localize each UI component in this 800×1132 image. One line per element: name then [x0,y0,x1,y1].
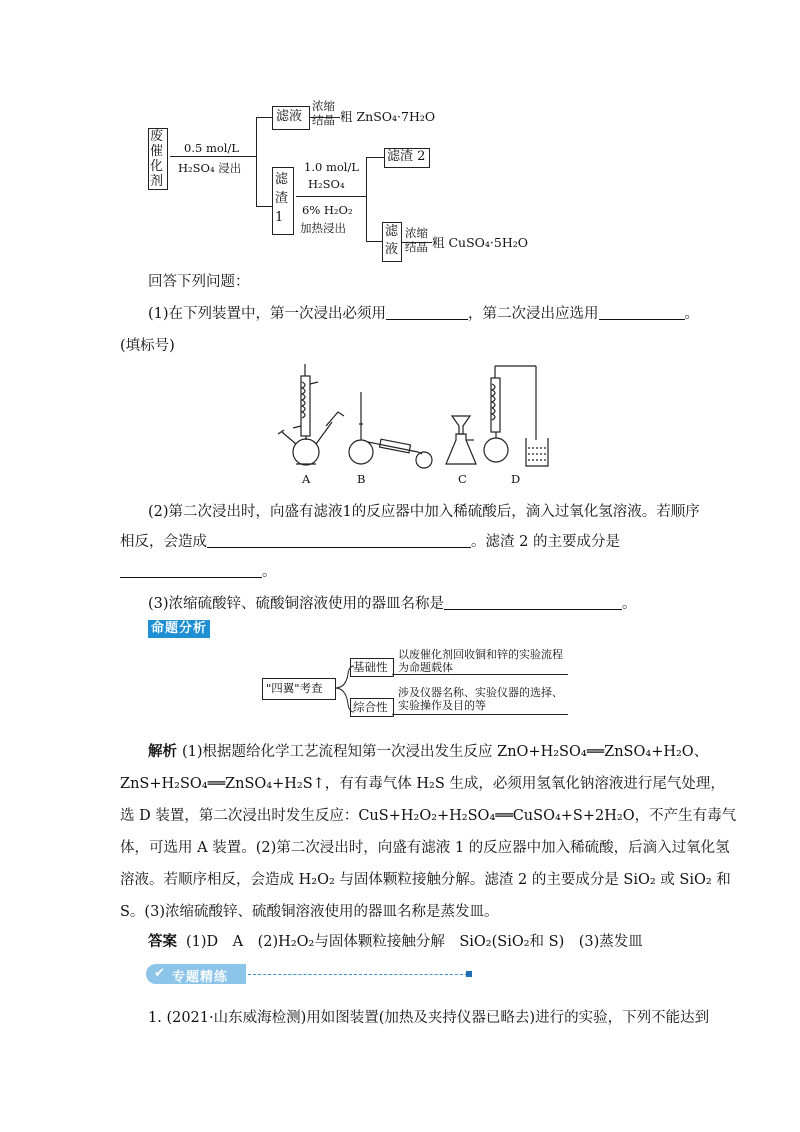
apparatus-label-d: D [511,472,521,486]
apparatus-d [484,366,548,466]
practice-end-marker [466,971,472,977]
q2-line1: (2)第二次浸出时，向盛有滤液1的反应器中加入稀硫酸后，滴入过氧化氢溶液。若顺序 [148,504,700,520]
flow-step2-l2: H₂SO₄ [308,177,345,191]
practice-tag: 专题精练 [172,970,229,985]
q2-blank-1[interactable] [207,533,471,548]
flow-source-label: 废催化剂 [150,129,164,189]
flow-step1-bottom: H₂SO₄ 浸出 [178,161,242,175]
next-question: 1. (2021·山东威海检测)用如图装置(加热及夹持仪器已略去)进行的实验，下列不能达到 [148,1010,710,1026]
apparatus-label-a: A [302,472,311,486]
flow-product2: 粗 CuSO₄·5H₂O [432,235,528,250]
flow-filtrate2-label: 滤液 [385,224,399,257]
explanation-label: 解析 [148,743,177,760]
flow-step2-l3: 6% H₂O₂ [302,203,353,217]
intro-text: 回答下列问题： [148,274,250,290]
explanation-line-5: 溶液。若顺序相反，会造成 H₂O₂ 与固体颗粒接触分解。滤渣 2 的主要成分是 SiO₂ 或 SiO₂ 和 [120,872,731,888]
explanation-line-3: 选 D 装置，第二次浸出时发生反应：CuS+H₂O₂+H₂SO₄══CuSO₄+S+2H₂O，不产生有毒气 [120,808,737,824]
flow-filtrate-label: 滤液 [276,109,303,124]
q2-line3 [120,562,277,582]
practice-dashed-rule [248,974,468,975]
flow-step2-l1: 1.0 mol/L [304,160,359,174]
apparatus-b [349,392,432,468]
apparatus-c [446,416,476,464]
mindmap-branch1: 基础性 [353,660,388,674]
answer-label: 答案 [148,933,177,950]
flow-concentrate-1: 浓缩结晶 [312,99,335,127]
mindmap-branch2-text: 涉及仪器名称、实验仪器的选择、实验操作及目的等 [398,686,563,712]
explanation-line-4: 体，可选用 A 装置。(2)第二次浸出时，向盛有滤液 1 的反应器中加入稀硫酸，后滴入过氧化氢 [120,840,730,856]
q1-text-a: (1)在下列装置中，第一次浸出必须用 [148,306,387,322]
mindmap-branch2: 综合性 [353,700,388,714]
q2-blank-2[interactable] [120,563,262,578]
flow-residue2-label: 滤渣 2 [387,149,426,164]
q1-text-b: ，第二次浸出应选用 [468,306,599,322]
explanation-line-2: ZnS+H₂SO₄══ZnSO₄+H₂S↑，有有毒气体 H₂S 生成，必须用氢氧化钠溶液进行尾气处理， [120,776,725,792]
mindmap-center: "四翼"考查 [266,681,323,695]
flow-concentrate-2: 浓缩结晶 [405,226,428,254]
q2-line2 [120,532,620,552]
apparatus-label-b: B [357,472,366,486]
q3-text: (3)浓缩硫酸锌、硫酸铜溶液使用的器皿名称是 [148,596,445,612]
flow-residue1-label: 滤渣1 [275,172,289,225]
q2-line3-end: 。 [262,564,277,580]
q3-end: 。 [622,596,637,612]
q2-line2-a: 相反，会造成 [120,534,207,550]
q1-line [148,304,699,324]
answer-text: (1)D A (2)H₂O₂与固体颗粒接触分解 SiO₂(SiO₂和 S) (3)蒸发皿 [186,934,643,950]
flow-step2-l4: 加热浸出 [300,221,346,235]
apparatus-a [278,364,344,465]
q1-note: (填标号) [120,338,175,354]
q2-line2-b: 。滤渣 2 的主要成分是 [471,534,620,550]
q1-blank-1[interactable] [386,305,468,320]
explanation-line-6: S。(3)浓缩硫酸锌、硫酸铜溶液使用的器皿名称是蒸发皿。 [120,904,499,920]
q1-blank-2[interactable] [599,305,685,320]
apparatus-figure [276,364,566,486]
mindmap-branch1-text: 以废催化剂回收铜和锌的实验流程为命题载体 [398,648,563,674]
flow-product1: 粗 ZnSO₄·7H₂O [340,109,436,124]
flow-step1-rule [170,156,256,157]
apparatus-label-c: C [458,472,467,486]
q3-blank[interactable] [444,595,622,610]
flow-step1-top: 0.5 mol/L [184,141,239,155]
analysis-tag: 命题分析 [148,620,210,638]
q3-line [148,594,637,614]
q1-text-c: 。 [684,306,700,322]
check-icon: ✔ [154,966,165,981]
explanation-line-1: (1)根据题给化学工艺流程知第一次浸出发生反应 ZnO+H₂SO₄══ZnSO₄+H₂O、 [182,744,709,760]
